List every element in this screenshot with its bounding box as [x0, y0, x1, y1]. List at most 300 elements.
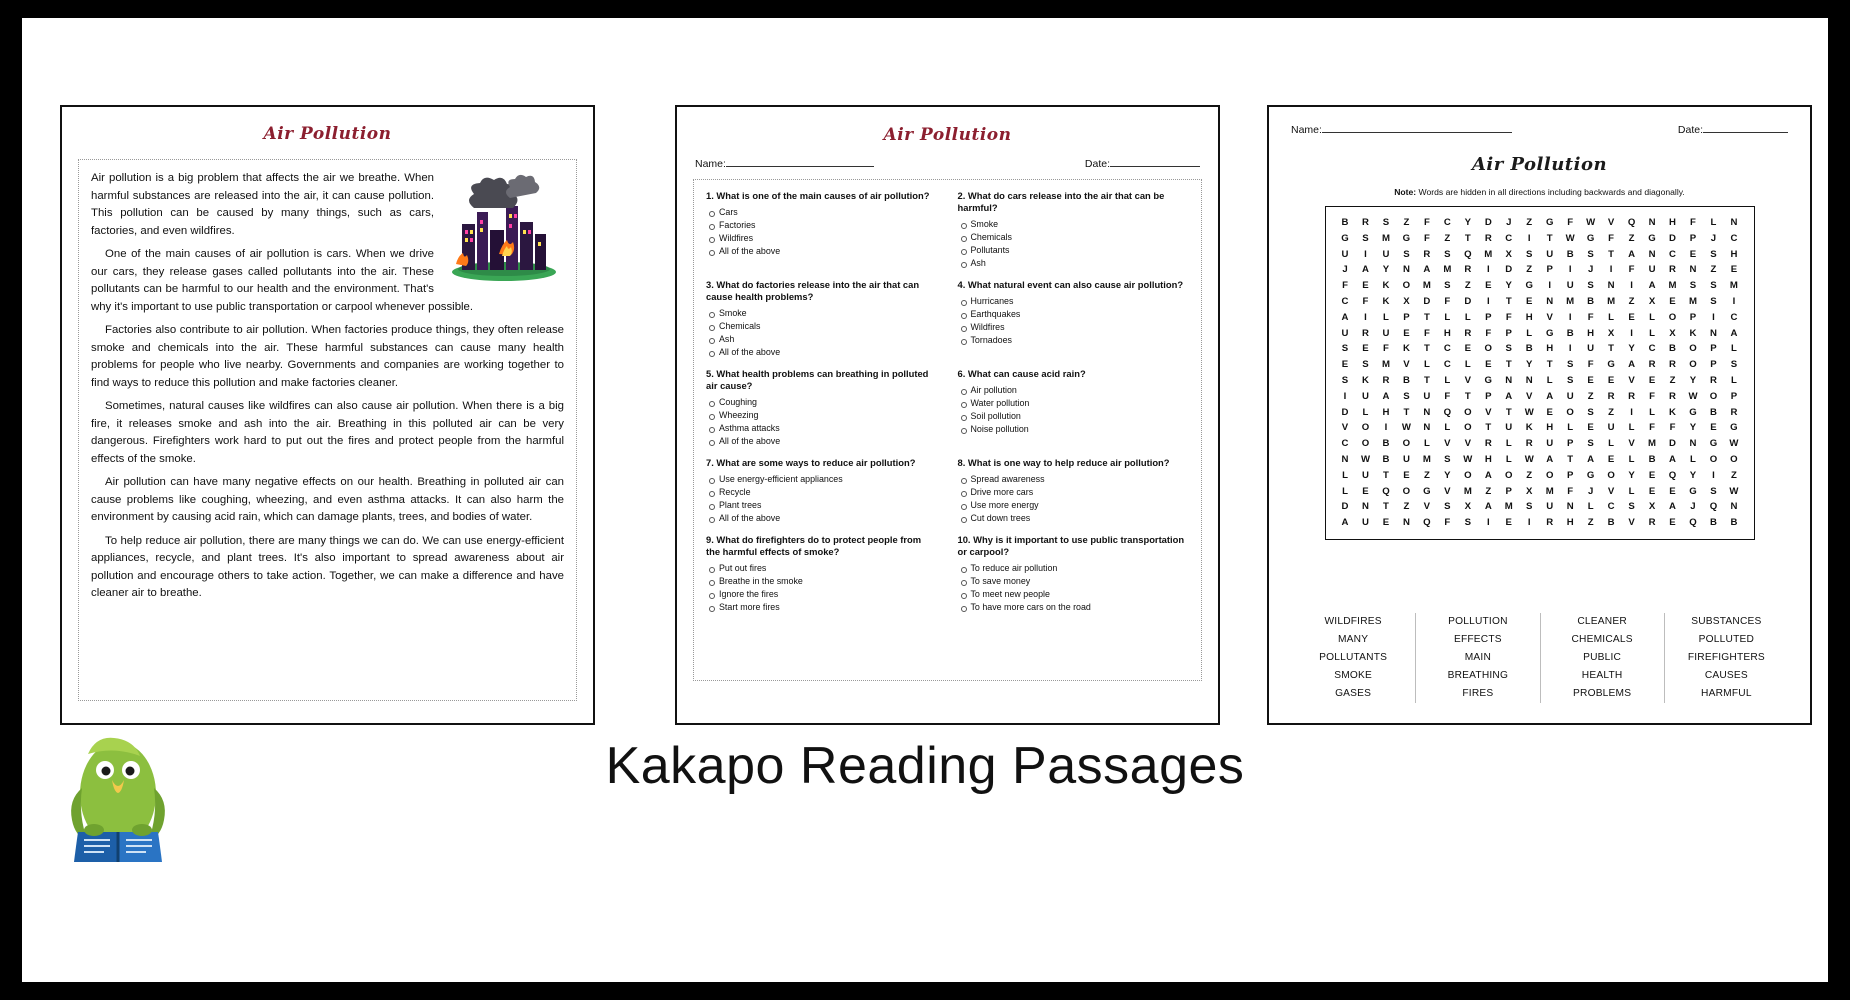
option-item[interactable]: Use energy-efficient appliances	[706, 473, 938, 486]
grid-cell: O	[1361, 422, 1370, 434]
grid-cell: Y	[1526, 359, 1533, 371]
name-input-line[interactable]	[1322, 121, 1512, 133]
grid-cell: M	[1668, 280, 1677, 292]
word-search-row	[1332, 436, 1748, 452]
grid-cell: N	[1362, 501, 1369, 513]
grid-cell: F	[1423, 327, 1430, 339]
grid-cell: P	[1505, 485, 1512, 497]
grid-cell: P	[1485, 390, 1492, 402]
name-field-group[interactable]	[1291, 121, 1512, 136]
question-text: 7. What are some ways to reduce air pollution?	[706, 457, 916, 468]
option-item[interactable]: Wildfires	[958, 321, 1190, 334]
option-item[interactable]: Chemicals	[958, 231, 1190, 244]
grid-cell: L	[1444, 311, 1451, 323]
grid-cell: A	[1341, 311, 1349, 323]
option-item[interactable]: Start more fires	[706, 601, 938, 614]
grid-cell: R	[1362, 327, 1369, 339]
grid-cell: L	[1649, 406, 1655, 418]
grid-cell: E	[1587, 422, 1594, 434]
grid-cell: N	[1402, 517, 1410, 529]
passage-paragraph: Air pollution can have many negative effects on our health. Breathing in polluted air can cause problems like coughing, wheezing, and even asthma attacks. It can also harm the environment by causing acid rain, which can damage plants, trees, and bodies of water.	[91, 476, 564, 523]
question-text: 9. What do firefighters do to protect people from the harmful effects of smoke?	[706, 534, 922, 557]
grid-cell: Z	[1444, 232, 1451, 244]
grid-cell: Y	[1505, 280, 1512, 292]
grid-cell: O	[1464, 422, 1472, 434]
grid-cell: I	[1630, 327, 1633, 339]
grid-cell: Z	[1669, 374, 1676, 386]
page-passage	[60, 105, 595, 725]
option-item[interactable]: All of the above	[706, 245, 938, 258]
grid-cell: F	[1444, 517, 1451, 529]
name-label: Name:	[695, 158, 726, 170]
grid-cell: G	[1709, 438, 1718, 450]
option-item[interactable]: Coughing	[706, 396, 938, 409]
grid-cell: L	[1444, 422, 1451, 434]
grid-cell: E	[1485, 280, 1492, 292]
grid-cell: I	[1712, 469, 1715, 481]
grid-cell: R	[1669, 390, 1676, 402]
grid-cell: T	[1505, 406, 1512, 418]
word-bank-item: CAUSES	[1704, 670, 1748, 681]
word-bank-column	[1664, 613, 1788, 703]
grid-cell: P	[1689, 232, 1697, 244]
grid-cell: Z	[1730, 469, 1737, 481]
grid-cell: T	[1423, 311, 1430, 323]
grid-cell: O	[1464, 469, 1472, 481]
grid-cell: X	[1607, 327, 1615, 339]
grid-cell: F	[1608, 232, 1615, 244]
grid-cell: S	[1587, 248, 1594, 260]
option-item[interactable]: Hurricanes	[958, 295, 1190, 308]
word-bank-item: POLLUTANTS	[1319, 652, 1388, 663]
grid-cell: S	[1444, 280, 1451, 292]
grid-cell: R	[1669, 264, 1676, 276]
grid-cell: U	[1341, 248, 1349, 260]
grid-cell: P	[1710, 359, 1717, 371]
option-item[interactable]: To have more cars on the road	[958, 601, 1190, 614]
grid-cell: Z	[1710, 264, 1717, 276]
word-search-row	[1332, 452, 1748, 468]
grid-cell: E	[1362, 485, 1369, 497]
page2-title: Air Pollution	[883, 125, 1012, 145]
grid-cell: L	[1505, 453, 1512, 465]
option-list	[958, 295, 1190, 347]
questions-grid	[706, 190, 1189, 614]
grid-cell: P	[1485, 311, 1492, 323]
option-item[interactable]: Ignore the fires	[706, 588, 938, 601]
grid-cell: U	[1382, 248, 1390, 260]
grid-cell: I	[1364, 311, 1367, 323]
grid-cell: L	[1587, 501, 1594, 513]
word-bank-item: FIRES	[1462, 688, 1494, 699]
grid-cell: G	[1586, 232, 1595, 244]
option-item[interactable]: All of the above	[706, 435, 938, 448]
grid-cell: E	[1710, 422, 1717, 434]
option-list	[706, 206, 938, 258]
grid-cell: B	[1566, 248, 1574, 260]
grid-cell: N	[1423, 406, 1431, 418]
grid-cell: C	[1341, 295, 1349, 307]
option-item[interactable]: Soil pollution	[958, 410, 1190, 423]
grid-cell: S	[1464, 517, 1472, 529]
grid-cell: G	[1545, 217, 1554, 228]
grid-cell: Y	[1628, 469, 1635, 481]
option-item[interactable]: Plant trees	[706, 499, 938, 512]
name-input-line[interactable]	[726, 155, 874, 167]
grid-cell: E	[1403, 327, 1410, 339]
grid-cell: A	[1546, 453, 1554, 465]
grid-cell: U	[1546, 438, 1554, 450]
grid-cell: O	[1402, 280, 1411, 292]
grid-cell: T	[1464, 390, 1471, 402]
grid-cell: O	[1566, 406, 1574, 418]
grid-cell: S	[1587, 280, 1594, 292]
grid-cell: W	[1586, 217, 1596, 228]
grid-cell: U	[1648, 264, 1656, 276]
grid-cell: G	[1341, 232, 1349, 244]
grid-cell: F	[1383, 343, 1389, 355]
grid-cell: S	[1730, 359, 1738, 371]
grid-cell: U	[1587, 343, 1595, 355]
option-item[interactable]: Water pollution	[958, 397, 1190, 410]
question-text: 6. What can cause acid rain?	[957, 368, 1086, 379]
grid-cell: J	[1506, 217, 1512, 228]
word-search-row	[1332, 215, 1748, 231]
grid-cell: D	[1505, 264, 1513, 276]
grid-cell: B	[1648, 453, 1656, 465]
option-item[interactable]: To meet new people	[958, 588, 1190, 601]
grid-cell: E	[1648, 374, 1656, 386]
question-text: 8. What is one way to help reduce air pollution?	[957, 457, 1170, 468]
option-item[interactable]: Wildfires	[706, 232, 938, 245]
grid-cell: S	[1403, 390, 1410, 402]
grid-cell: V	[1444, 485, 1451, 497]
grid-cell: N	[1525, 374, 1533, 386]
grid-cell: H	[1587, 327, 1595, 339]
grid-cell: A	[1587, 453, 1595, 465]
question-text: 10. Why is it important to use public transportation or carpool?	[957, 534, 1185, 557]
word-search-row	[1332, 357, 1748, 373]
question-text: 5. What health problems can breathing in polluted air cause?	[706, 368, 929, 391]
question-item	[706, 368, 938, 448]
option-item[interactable]: Use more energy	[958, 499, 1190, 512]
date-field-group[interactable]	[1085, 155, 1200, 170]
grid-cell: B	[1709, 406, 1717, 418]
question-item	[958, 279, 1190, 359]
date-field-group[interactable]	[1678, 121, 1788, 136]
grid-cell: M	[1729, 280, 1738, 292]
grid-cell: J	[1587, 264, 1594, 276]
grid-cell: D	[1484, 217, 1492, 228]
grid-cell: L	[1608, 311, 1615, 323]
grid-cell: Q	[1423, 517, 1431, 529]
grid-cell: N	[1505, 374, 1513, 386]
grid-cell: M	[1504, 501, 1513, 513]
grid-cell: X	[1526, 485, 1533, 497]
option-item[interactable]: Wheezing	[706, 409, 938, 422]
grid-cell: N	[1341, 453, 1349, 465]
grid-cell: S	[1382, 217, 1390, 228]
grid-cell: A	[1648, 280, 1656, 292]
option-item[interactable]: Ash	[706, 333, 938, 346]
grid-cell: L	[1464, 311, 1471, 323]
word-search-row	[1332, 326, 1748, 342]
name-field-group[interactable]	[695, 155, 874, 170]
date-input-line[interactable]	[1110, 155, 1200, 167]
option-item[interactable]: Asthma attacks	[706, 422, 938, 435]
grid-cell: F	[1649, 422, 1655, 434]
grid-cell: C	[1443, 217, 1451, 228]
option-item[interactable]: Cars	[706, 206, 938, 219]
grid-cell: U	[1566, 280, 1574, 292]
option-item[interactable]: Breathe in the smoke	[706, 575, 938, 588]
grid-cell: T	[1423, 343, 1430, 355]
grid-cell: E	[1587, 374, 1594, 386]
option-item[interactable]: Cut down trees	[958, 512, 1190, 525]
grid-cell: I	[1486, 264, 1490, 276]
grid-cell: E	[1689, 248, 1697, 260]
word-search-row	[1332, 389, 1748, 405]
grid-cell: V	[1464, 374, 1472, 386]
grid-cell: X	[1464, 501, 1472, 513]
grid-cell: H	[1382, 406, 1390, 418]
grid-cell: H	[1484, 453, 1492, 465]
grid-cell: T	[1505, 295, 1512, 307]
grid-cell: P	[1566, 469, 1574, 481]
grid-cell: L	[1730, 343, 1737, 355]
grid-cell: D	[1341, 406, 1349, 418]
word-search-grid[interactable]	[1325, 206, 1755, 540]
grid-cell: I	[1630, 406, 1633, 418]
grid-cell: V	[1546, 311, 1553, 323]
grid-cell: O	[1464, 406, 1472, 418]
grid-cell: E	[1505, 517, 1512, 529]
option-item[interactable]: Put out fires	[706, 562, 938, 575]
grid-cell: J	[1587, 485, 1594, 497]
word-bank-item: WILDFIRES	[1324, 616, 1382, 627]
grid-cell: R	[1607, 390, 1615, 402]
grid-cell: I	[1630, 280, 1633, 292]
grid-cell: S	[1526, 501, 1533, 513]
page3-title: Air Pollution	[1471, 154, 1608, 175]
grid-cell: N	[1689, 264, 1697, 276]
option-item[interactable]: Pollutants	[958, 244, 1190, 257]
option-item[interactable]: Factories	[706, 219, 938, 232]
option-item[interactable]: Spread awareness	[958, 473, 1190, 486]
question-item	[706, 457, 938, 525]
grid-cell: V	[1628, 517, 1635, 529]
grid-cell: S	[1341, 374, 1349, 386]
grid-cell: S	[1341, 343, 1349, 355]
grid-cell: S	[1587, 438, 1594, 450]
passage-paragraph: Air pollution is a big problem that affects the air we breathe. When harmful substances are released into the air, it can cause pollution. This pollution can be caused by many things, such as cars, factories, and even wildfires.	[91, 172, 434, 237]
grid-cell: H	[1546, 343, 1554, 355]
grid-cell: A	[1546, 390, 1554, 402]
grid-cell: A	[1730, 327, 1738, 339]
grid-cell: T	[1485, 422, 1492, 434]
grid-cell: U	[1546, 248, 1554, 260]
grid-cell: L	[1342, 469, 1348, 481]
grid-cell: N	[1546, 295, 1554, 307]
grid-cell: W	[1524, 406, 1534, 418]
grid-cell: M	[1484, 248, 1493, 260]
grid-cell: L	[1546, 374, 1553, 386]
grid-cell: O	[1689, 343, 1697, 355]
grid-cell: F	[1567, 217, 1574, 228]
grid-cell: H	[1566, 517, 1574, 529]
option-item[interactable]: Smoke	[958, 218, 1190, 231]
grid-cell: M	[1688, 295, 1697, 307]
grid-cell: O	[1607, 469, 1615, 481]
grid-cell: T	[1505, 359, 1512, 371]
grid-cell: Q	[1668, 469, 1677, 481]
option-item[interactable]: To reduce air pollution	[958, 562, 1190, 575]
grid-cell: R	[1669, 359, 1676, 371]
grid-cell: Y	[1689, 374, 1697, 386]
grid-cell: M	[1422, 453, 1431, 465]
grid-cell: T	[1403, 406, 1410, 418]
grid-cell: R	[1709, 374, 1717, 386]
grid-cell: B	[1382, 438, 1390, 450]
grid-cell: F	[1444, 390, 1451, 402]
grid-cell: U	[1362, 390, 1369, 402]
grid-cell: E	[1546, 406, 1553, 418]
grid-cell: L	[1342, 485, 1348, 497]
option-list	[958, 473, 1190, 525]
grid-cell: A	[1484, 469, 1492, 481]
grid-cell: T	[1546, 359, 1553, 371]
grid-cell: Q	[1443, 406, 1452, 418]
grid-cell: I	[1384, 422, 1388, 434]
question-item	[958, 534, 1190, 614]
passage-paragraph: Factories also contribute to air pollution. When factories produce things, they often release smoke and chemicals into the air. These harmful substances can cause many health problems for people who live nearby. Governments and companies are working together to find ways to reduce this pollution and make factories cleaner.	[91, 324, 564, 389]
grid-cell: I	[1568, 311, 1572, 323]
page3-name-date-row	[1269, 107, 1810, 136]
grid-cell: O	[1689, 359, 1697, 371]
grid-cell: S	[1587, 406, 1594, 418]
date-input-line[interactable]	[1703, 121, 1788, 133]
grid-cell: N	[1607, 280, 1615, 292]
grid-cell: X	[1648, 501, 1656, 513]
grid-cell: V	[1607, 485, 1615, 497]
option-item[interactable]: Ash	[958, 257, 1190, 270]
grid-cell: H	[1730, 248, 1738, 260]
grid-cell: K	[1362, 374, 1369, 386]
grid-cell: S	[1710, 280, 1717, 292]
grid-cell: F	[1423, 232, 1430, 244]
option-item[interactable]: Smoke	[706, 307, 938, 320]
grid-cell: U	[1402, 453, 1410, 465]
grid-cell: N	[1689, 438, 1697, 450]
grid-cell: L	[1505, 438, 1512, 450]
grid-cell: L	[1383, 311, 1389, 323]
grid-cell: Z	[1526, 469, 1533, 481]
grid-cell: L	[1464, 359, 1471, 371]
grid-cell: K	[1525, 422, 1533, 434]
grid-cell: Y	[1628, 343, 1635, 355]
grid-cell: F	[1505, 311, 1512, 323]
grid-cell: F	[1649, 390, 1655, 402]
word-bank-item: SUBSTANCES	[1691, 616, 1762, 627]
grid-cell: S	[1444, 248, 1451, 260]
grid-cell: S	[1403, 248, 1410, 260]
word-bank-item: MANY	[1338, 634, 1369, 645]
option-item[interactable]: Recycle	[706, 486, 938, 499]
grid-cell: A	[1423, 264, 1431, 276]
question-text: 4. What natural event can also cause air pollution?	[957, 279, 1184, 290]
grid-cell: E	[1730, 264, 1738, 276]
grid-cell: I	[1527, 517, 1531, 529]
word-search-row	[1332, 231, 1748, 247]
grid-cell: N	[1402, 264, 1410, 276]
grid-cell: G	[1484, 374, 1493, 386]
option-list	[706, 473, 938, 525]
grid-cell: G	[1730, 422, 1738, 434]
grid-cell: I	[1548, 280, 1552, 292]
option-item[interactable]: To save money	[958, 575, 1190, 588]
grid-cell: X	[1403, 295, 1410, 307]
grid-cell: U	[1362, 469, 1369, 481]
grid-cell: F	[1485, 327, 1492, 339]
grid-cell: G	[1525, 280, 1533, 292]
option-list	[706, 562, 938, 614]
grid-cell: T	[1383, 501, 1389, 513]
grid-cell: S	[1444, 453, 1451, 465]
grid-cell: G	[1689, 485, 1697, 497]
page-questions	[675, 105, 1220, 725]
grid-cell: E	[1607, 453, 1615, 465]
option-item[interactable]: Air pollution	[958, 384, 1190, 397]
grid-cell: I	[1527, 232, 1531, 244]
grid-cell: R	[1628, 390, 1636, 402]
grid-cell: O	[1484, 343, 1493, 355]
page-word-search	[1267, 105, 1812, 725]
grid-cell: N	[1730, 217, 1738, 228]
word-search-row	[1332, 405, 1748, 421]
option-item[interactable]: Earthquakes	[958, 308, 1190, 321]
grid-cell: Z	[1587, 390, 1594, 402]
grid-cell: F	[1444, 295, 1451, 307]
grid-cell: L	[1628, 485, 1635, 497]
grid-cell: K	[1669, 406, 1676, 418]
air-pollution-illustration	[444, 172, 564, 284]
grid-cell: F	[1669, 422, 1676, 434]
grid-cell: N	[1566, 501, 1574, 513]
option-item[interactable]: All of the above	[706, 512, 938, 525]
grid-cell: S	[1566, 374, 1574, 386]
word-bank-item: SMOKE	[1334, 670, 1373, 681]
option-item[interactable]: Drive more cars	[958, 486, 1190, 499]
grid-cell: H	[1546, 422, 1554, 434]
grid-cell: M	[1381, 232, 1390, 244]
option-item[interactable]: All of the above	[706, 346, 938, 359]
grid-cell: W	[1360, 453, 1370, 465]
option-item[interactable]: Tornadoes	[958, 334, 1190, 347]
note-label: Note:	[1394, 187, 1417, 197]
grid-cell: U	[1566, 390, 1574, 402]
grid-cell: L	[1710, 217, 1717, 228]
option-item[interactable]: Chemicals	[706, 320, 938, 333]
word-bank-item: CLEANER	[1577, 616, 1627, 627]
question-item	[706, 279, 938, 359]
grid-cell: B	[1566, 327, 1574, 339]
grid-cell: T	[1423, 374, 1430, 386]
grid-cell: P	[1710, 343, 1717, 355]
grid-cell: X	[1648, 295, 1656, 307]
grid-cell: B	[1525, 343, 1533, 355]
option-item[interactable]: Noise pollution	[958, 423, 1190, 436]
grid-cell: S	[1362, 232, 1369, 244]
